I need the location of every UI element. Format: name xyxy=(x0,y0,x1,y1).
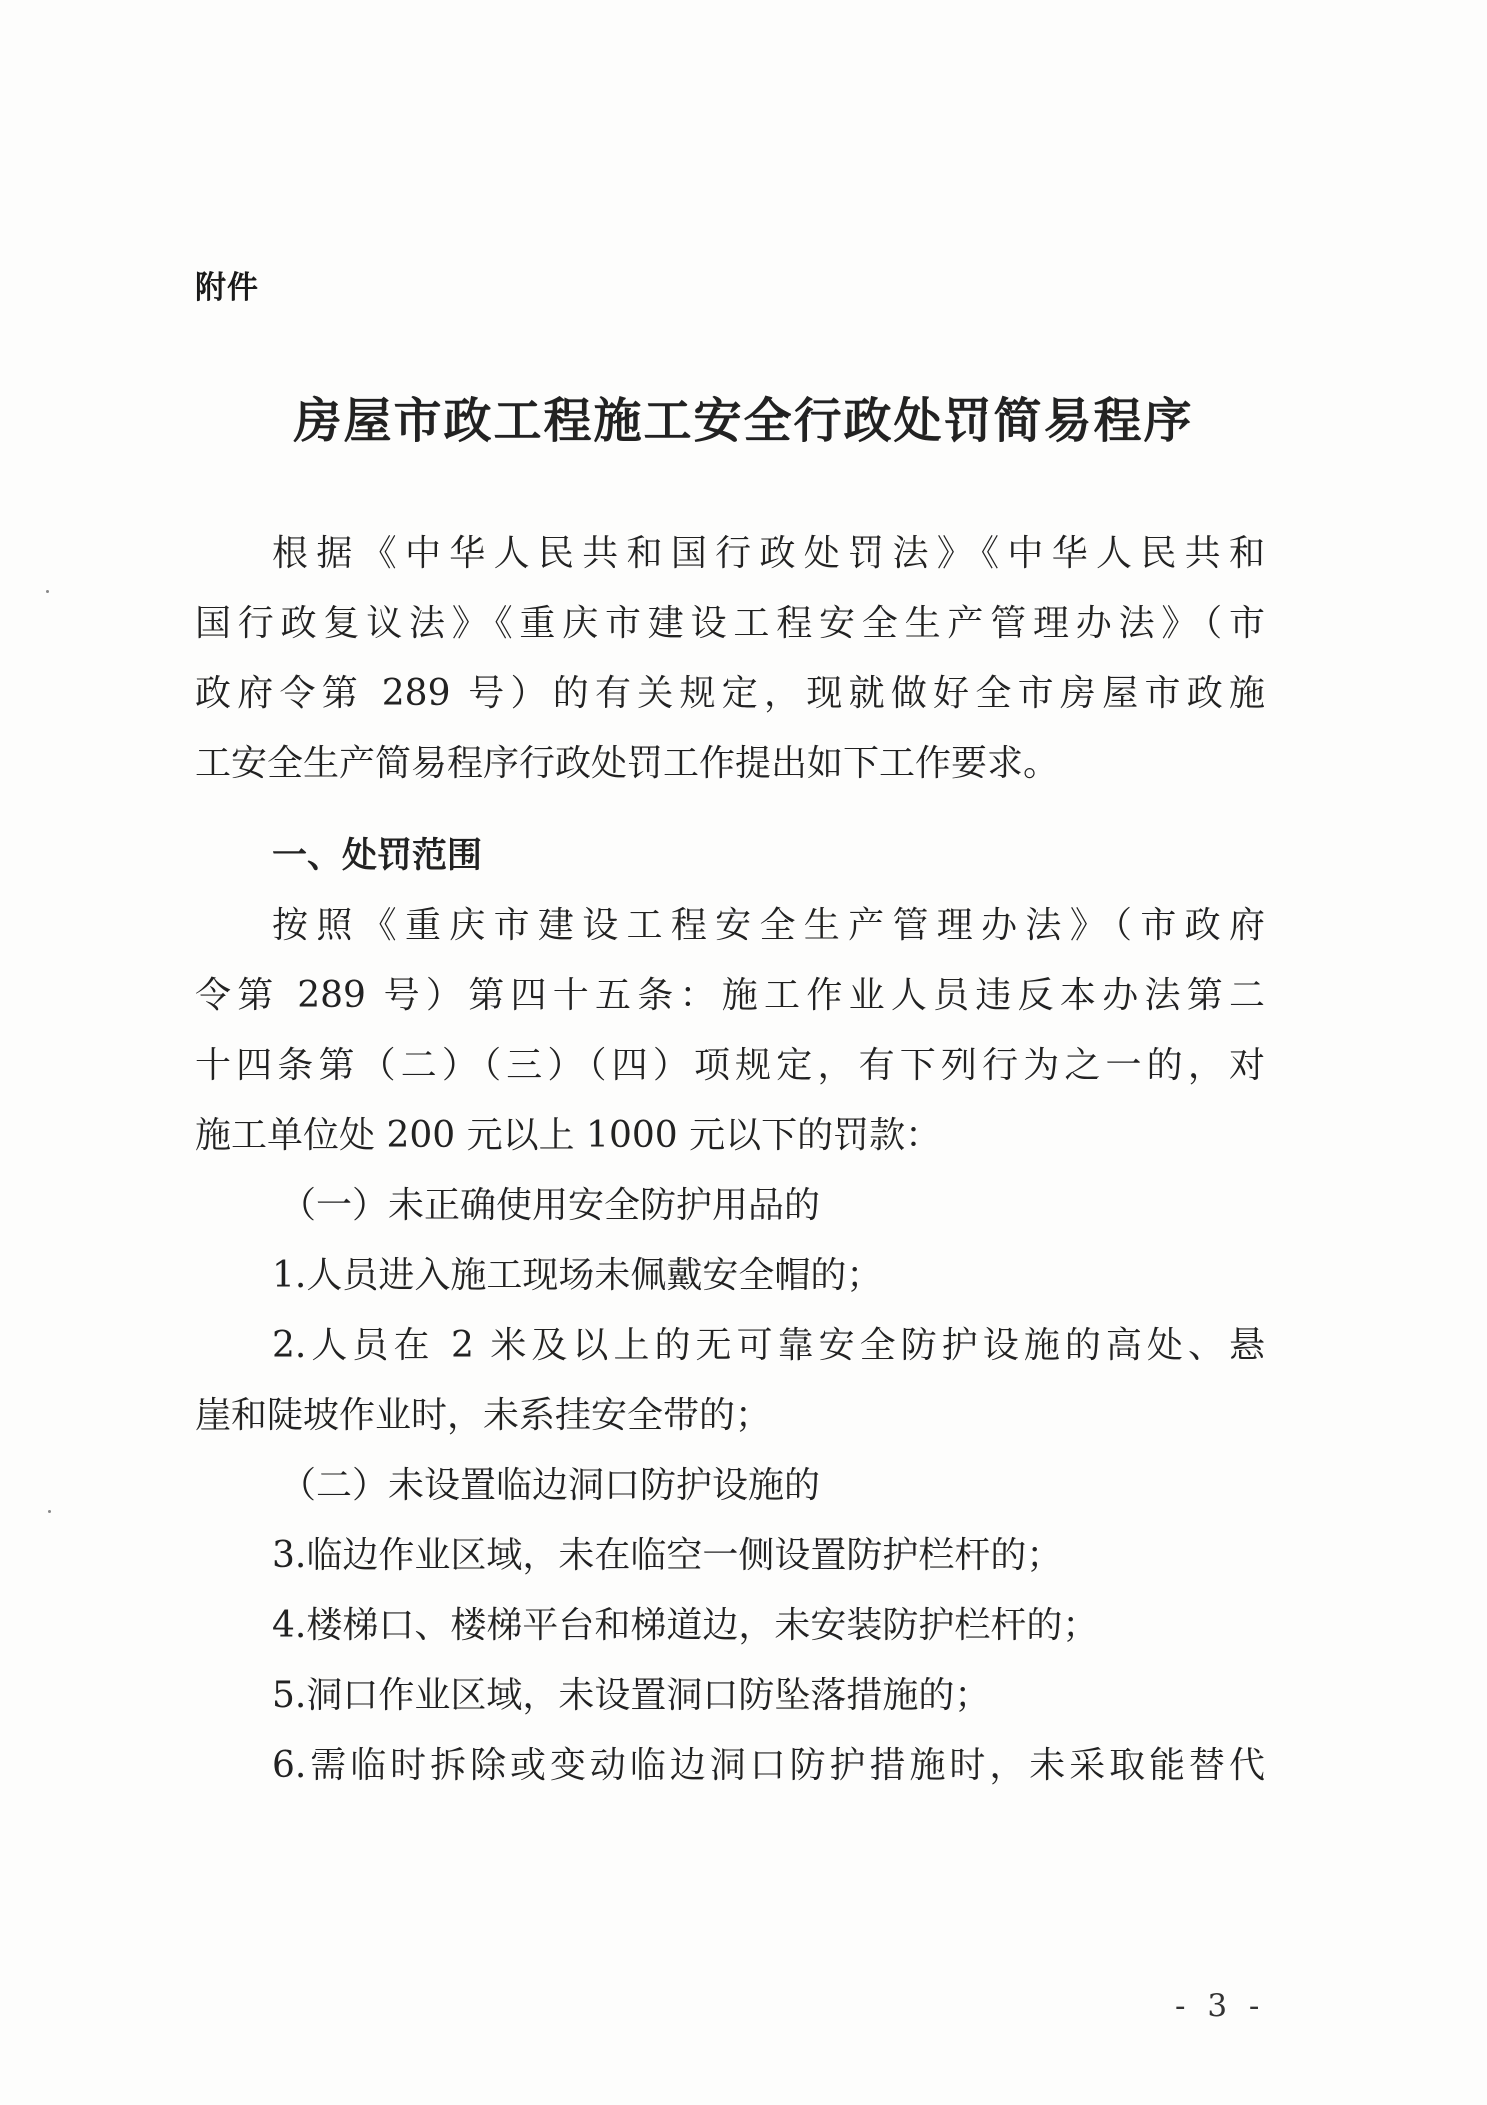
category-heading: （二）未设置临边洞口防护设施的 xyxy=(280,1465,821,1506)
list-item: 6.需临时拆除或变动临边洞口防护措施时，未采取能替代 xyxy=(272,1745,1265,1786)
list-item: 2.人员在 2 米及以上的无可靠安全防护设施的高处、悬 xyxy=(272,1325,1265,1366)
list-item: 4.楼梯口、楼梯平台和梯道边，未安装防护栏杆的； xyxy=(272,1605,1099,1646)
section-para-line: 十四条第（二）（三）（四）项规定，有下列行为之一的，对 xyxy=(195,1045,1265,1086)
section-para-line: 按照《重庆市建设工程安全生产管理办法》（市政府 xyxy=(272,905,1265,946)
list-item: 1.人员进入施工现场未佩戴安全帽的； xyxy=(272,1255,883,1296)
intro-line: 国行政复议法》《重庆市建设工程安全生产管理办法》（市 xyxy=(195,603,1265,644)
intro-line: 工安全生产简易程序行政处罚工作提出如下工作要求。 xyxy=(195,743,1060,784)
page-number: - 3 - xyxy=(1175,1988,1266,2024)
section-para-line: 施工单位处 200 元以上 1000 元以下的罚款： xyxy=(195,1115,942,1156)
section-para-line: 令第 289 号）第四十五条：施工作业人员违反本办法第二 xyxy=(195,975,1265,1016)
section-heading: 一、处罚范围 xyxy=(272,836,483,876)
list-item: 3.临边作业区域，未在临空一侧设置防护栏杆的； xyxy=(272,1535,1063,1576)
intro-line: 根据《中华人民共和国行政处罚法》《中华人民共和 xyxy=(272,533,1265,574)
document-title: 房屋市政工程施工安全行政处罚简易程序 xyxy=(293,393,1194,449)
list-item-continuation: 崖和陡坡作业时，未系挂安全带的； xyxy=(195,1395,772,1436)
scan-speck xyxy=(48,1510,51,1513)
scan-speck xyxy=(46,590,49,593)
category-heading: （一）未正确使用安全防护用品的 xyxy=(280,1185,821,1226)
attachment-label: 附件 xyxy=(195,270,259,306)
list-item: 5.洞口作业区域，未设置洞口防坠落措施的； xyxy=(272,1675,991,1716)
intro-line: 政府令第 289 号）的有关规定，现就做好全市房屋市政施 xyxy=(195,673,1265,714)
